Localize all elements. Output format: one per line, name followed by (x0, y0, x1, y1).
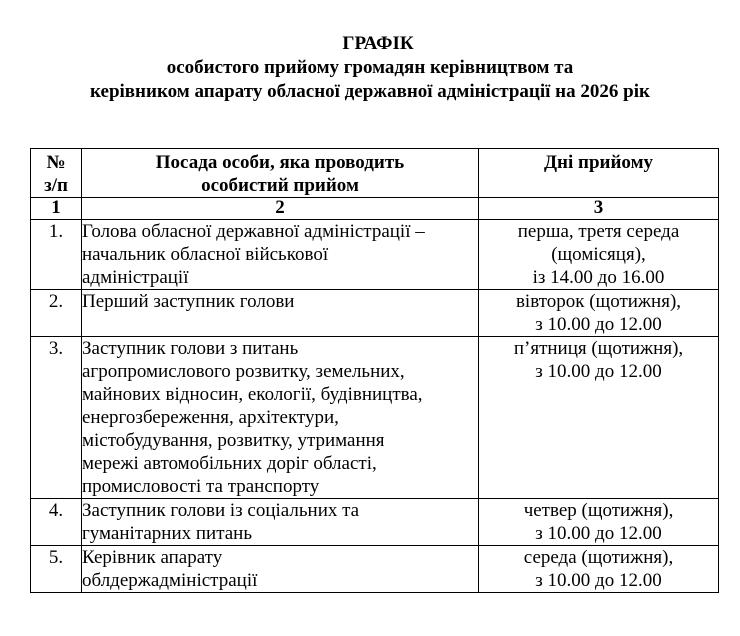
row-days (479, 337, 719, 499)
days-line: п’ятниця (щотижня), (513, 338, 684, 359)
row-number: 5. (31, 546, 82, 593)
row-days (479, 546, 719, 593)
table-row (31, 337, 719, 499)
row-position (82, 546, 479, 593)
position-line: Заступник голови із соціальних та (82, 500, 360, 521)
row-number: 1. (31, 220, 82, 290)
column-index-2: 2 (82, 198, 479, 220)
days-line: з 10.00 до 12.00 (535, 361, 662, 382)
position-line: енергозбереження, архітектури, (82, 407, 339, 428)
column-index-row (31, 198, 719, 220)
row-days (479, 499, 719, 546)
position-line: агропромислового розвитку, земельних, (82, 361, 405, 382)
row-days (479, 290, 719, 337)
header-position-line-1: Посада особи, яка проводить (155, 152, 405, 173)
position-line: Перший заступник голови (82, 291, 295, 312)
days-line: (щомісяця), (551, 244, 646, 265)
row-position (82, 290, 479, 337)
column-index-3: 3 (479, 198, 719, 220)
days-line: четвер (щотижня), (523, 500, 674, 521)
days-line: перша, третя середа (517, 221, 680, 242)
reception-schedule-table (30, 148, 719, 593)
position-line: майнових відносин, екології, будівництва, (82, 384, 423, 405)
document-title-block (0, 32, 740, 104)
header-number-line-1: № (46, 152, 66, 173)
column-index-1: 1 (31, 198, 82, 220)
document-subtitle-line-1: особистого прийому громадян керівництвом та (166, 57, 574, 78)
header-days-label: Дні прийому (543, 152, 654, 173)
table-row (31, 290, 719, 337)
header-number (31, 149, 82, 198)
position-line: начальник обласної військової (82, 244, 329, 265)
days-line: з 10.00 до 12.00 (535, 314, 662, 335)
days-line: із 14.00 до 16.00 (532, 267, 665, 288)
row-number: 3. (31, 337, 82, 499)
header-position (82, 149, 479, 198)
position-line: адміністрації (82, 267, 189, 288)
document-subtitle-line-2: керівником апарату обласної державної адміністрації на 2026 рік (90, 81, 650, 102)
position-line: містобудування, розвитку, утримання (82, 430, 385, 451)
document-title: ГРАФІК (342, 33, 414, 54)
row-position (82, 220, 479, 290)
position-line: Керівник апарату (82, 547, 223, 568)
row-number: 2. (31, 290, 82, 337)
header-days (479, 149, 719, 198)
header-number-line-2: з/п (44, 175, 68, 196)
row-position (82, 499, 479, 546)
position-line: мережі автомобільних доріг області, (82, 453, 377, 474)
table-row (31, 499, 719, 546)
row-position (82, 337, 479, 499)
days-line: вівторок (щотижня), (515, 291, 682, 312)
row-days (479, 220, 719, 290)
table-header-row (31, 149, 719, 198)
table-row (31, 546, 719, 593)
days-line: з 10.00 до 12.00 (535, 570, 662, 591)
table-row (31, 220, 719, 290)
position-line: гуманітарних питань (82, 523, 253, 544)
position-line: Заступник голови з питань (82, 338, 299, 359)
days-line: середа (щотижня), (523, 547, 674, 568)
row-number: 4. (31, 499, 82, 546)
position-line: промисловості та транспорту (82, 476, 320, 497)
position-line: Голова обласної державної адміністрації – (82, 221, 425, 242)
header-position-line-2: особистий прийом (201, 175, 359, 196)
position-line: облдержадміністрації (82, 570, 258, 591)
days-line: з 10.00 до 12.00 (535, 523, 662, 544)
